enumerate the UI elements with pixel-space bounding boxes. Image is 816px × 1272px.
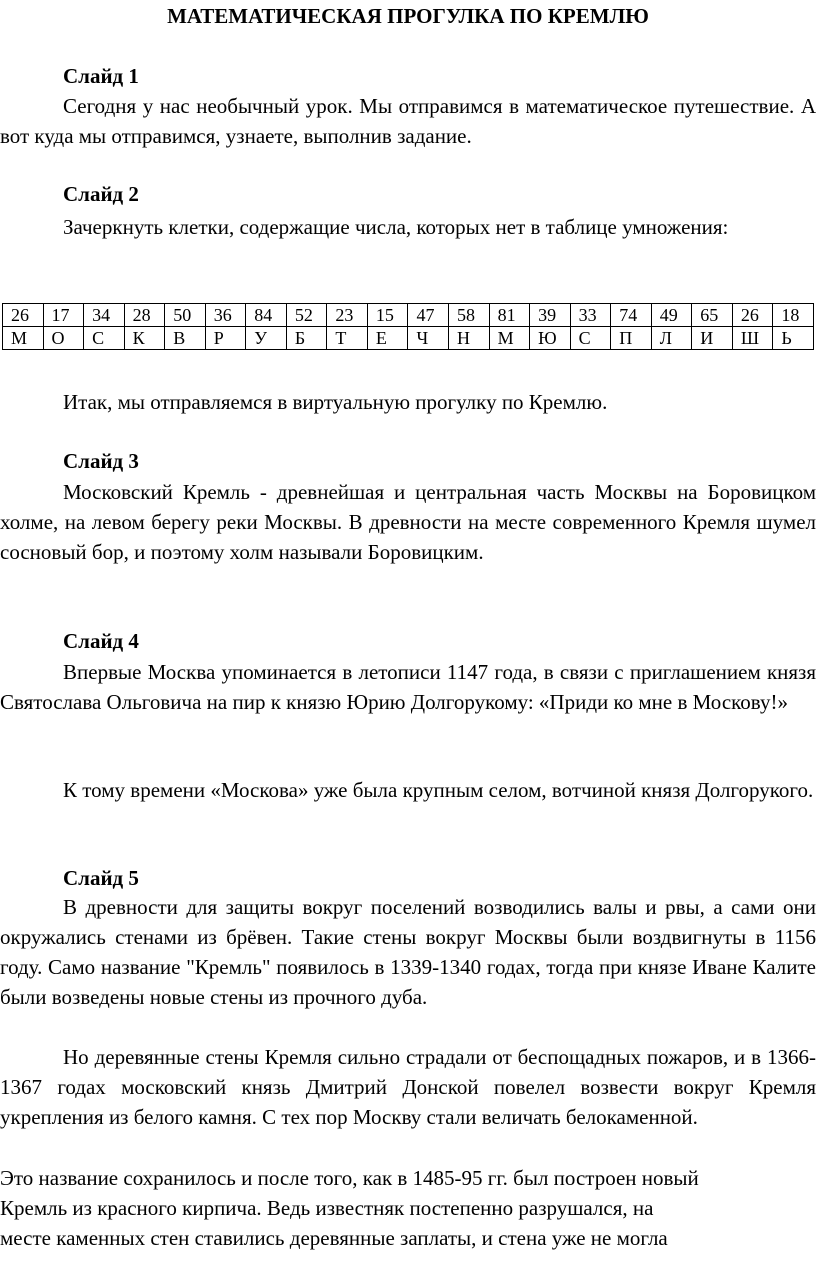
slide-3-text-content: Московский Кремль - древнейшая и центральная часть Москвы на Боровицком холме, на левом берегу реки Москвы. В древности на месте современного Кремля шумел сосновый бор, и поэтому холм называли Боровицким. bbox=[0, 480, 816, 564]
slide-2-heading: Слайд 2 bbox=[63, 182, 139, 206]
slide-5-line-3: месте каменных стен ставились деревянные заплаты, и стена уже не могла bbox=[0, 1226, 668, 1250]
multiplication-table bbox=[2, 303, 814, 350]
slide-5-heading: Слайд 5 bbox=[63, 866, 139, 890]
letter-cell: Л bbox=[651, 327, 692, 350]
letter-cell: М bbox=[3, 327, 44, 350]
slide-5-line-1: Это название сохранилось и после того, как в 1485-95 гг. был построен новый bbox=[0, 1166, 699, 1190]
letters-row bbox=[3, 327, 814, 350]
letter-cell: У bbox=[246, 327, 287, 350]
number-cell: 58 bbox=[449, 304, 490, 327]
number-cell: 34 bbox=[84, 304, 125, 327]
slide-4-text-2 bbox=[0, 775, 816, 805]
page-title: МАТЕМАТИЧЕСКАЯ ПРОГУЛКА ПО КРЕМЛЮ bbox=[167, 4, 649, 28]
slide-2-text-content: Зачеркнуть клетки, содержащие числа, которых нет в таблице умножения: bbox=[63, 215, 729, 239]
slide-3-text bbox=[0, 477, 816, 567]
letter-cell: В bbox=[165, 327, 206, 350]
number-cell: 47 bbox=[408, 304, 449, 327]
slide-3-heading: Слайд 3 bbox=[63, 449, 139, 473]
letter-cell: О bbox=[43, 327, 84, 350]
slide-2-after-content: Итак, мы отправляемся в виртуальную прогулку по Кремлю. bbox=[63, 390, 608, 414]
slide-4-text bbox=[0, 657, 816, 717]
number-cell: 52 bbox=[286, 304, 327, 327]
number-cell: 33 bbox=[570, 304, 611, 327]
letter-cell: Е bbox=[367, 327, 408, 350]
number-cell: 26 bbox=[3, 304, 44, 327]
slide-1-heading: Слайд 1 bbox=[63, 64, 139, 88]
number-cell: 18 bbox=[773, 304, 814, 327]
number-cell: 81 bbox=[489, 304, 530, 327]
slide-5-text bbox=[0, 892, 816, 1012]
slide-5-text-2-content: Но деревянные стены Кремля сильно страдали от беспощадных пожаров, и в 1366-1367 годах московский князь Дмитрий Донской повелел возвести вокруг Кремля укрепления из белого камня. С тех пор Москву стали величать белокаменной. bbox=[0, 1045, 816, 1129]
letter-cell: Р bbox=[205, 327, 246, 350]
number-cell: 17 bbox=[43, 304, 84, 327]
letter-cell: И bbox=[692, 327, 733, 350]
letter-cell: Н bbox=[449, 327, 490, 350]
number-cell: 26 bbox=[732, 304, 773, 327]
letter-cell: М bbox=[489, 327, 530, 350]
letter-cell: Ч bbox=[408, 327, 449, 350]
number-cell: 39 bbox=[530, 304, 571, 327]
letter-cell: Ш bbox=[732, 327, 773, 350]
letter-cell: Ю bbox=[530, 327, 571, 350]
slide-2-text bbox=[0, 212, 816, 242]
slide-5-text-2 bbox=[0, 1042, 816, 1132]
number-cell: 74 bbox=[611, 304, 652, 327]
number-cell: 23 bbox=[327, 304, 368, 327]
letter-cell: Ь bbox=[773, 327, 814, 350]
number-cell: 84 bbox=[246, 304, 287, 327]
slide-5-text-content: В древности для защиты вокруг поселений возводились валы и рвы, а сами они окружались стенами из брёвен. Такие стены вокруг Москвы были воздвигнуты в 1156 году. Само название "Кремль" появилось в 1339-1340 годах, тогда при князе Иване Калите были возведены новые стены из прочного дуба. bbox=[0, 895, 816, 1009]
number-cell: 65 bbox=[692, 304, 733, 327]
slide-4-text-2-content: К тому времени «Москова» уже была крупным селом, вотчиной князя Долгорукого. bbox=[63, 778, 814, 802]
slide-1-text bbox=[0, 91, 816, 151]
slide-4-heading: Слайд 4 bbox=[63, 629, 139, 653]
slide-2-after bbox=[0, 387, 816, 417]
slide-5-line-2: Кремль из красного кирпича. Ведь известняк постепенно разрушался, на bbox=[0, 1196, 654, 1220]
letter-cell: П bbox=[611, 327, 652, 350]
letter-cell: С bbox=[84, 327, 125, 350]
numbers-row bbox=[3, 304, 814, 327]
slide-4-text-content: Впервые Москва упоминается в летописи 1147 года, в связи с приглашением князя Святослава Ольговича на пир к князю Юрию Долгорукому: «Приди ко мне в Москову!» bbox=[0, 660, 816, 714]
number-cell: 36 bbox=[205, 304, 246, 327]
letter-cell: К bbox=[124, 327, 165, 350]
number-cell: 49 bbox=[651, 304, 692, 327]
slide-1-text-content: Сегодня у нас необычный урок. Мы отправимся в математическое путешествие. А вот куда мы отправимся, узнаете, выполнив задание. bbox=[0, 94, 816, 148]
letter-cell: Т bbox=[327, 327, 368, 350]
number-cell: 50 bbox=[165, 304, 206, 327]
letter-cell: Б bbox=[286, 327, 327, 350]
letter-cell: С bbox=[570, 327, 611, 350]
number-cell: 28 bbox=[124, 304, 165, 327]
number-cell: 15 bbox=[367, 304, 408, 327]
